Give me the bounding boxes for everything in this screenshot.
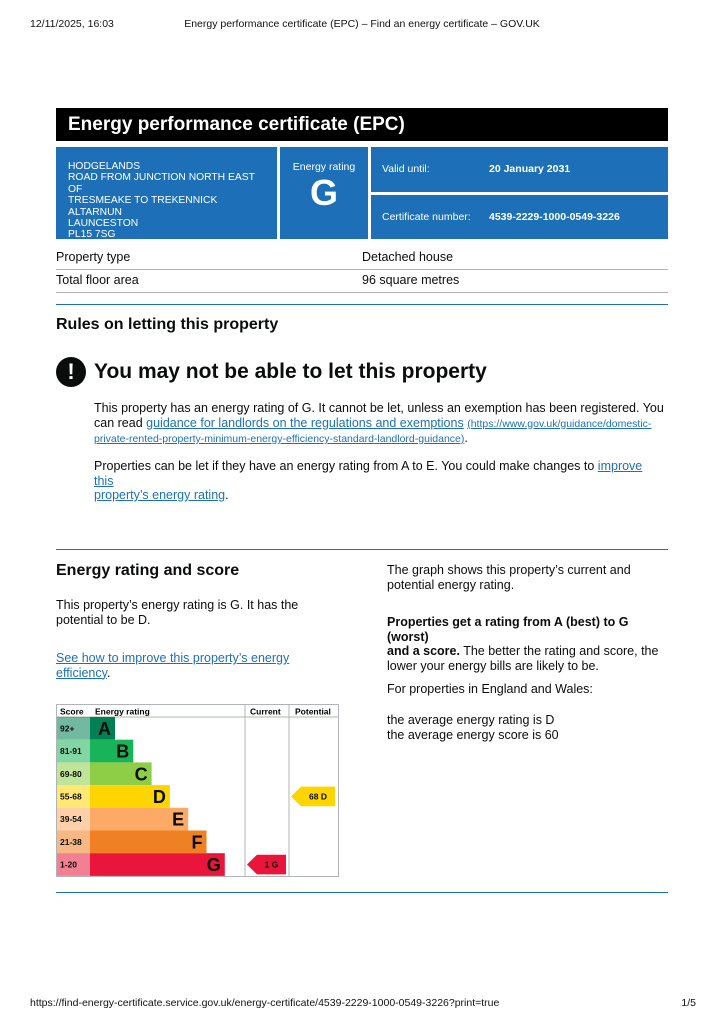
address-line: ALTARNUN	[68, 206, 122, 218]
chart-bar-letter: A	[98, 718, 111, 739]
energy-rating-letter: G	[309, 172, 338, 213]
chart-score-label: 21-38	[60, 836, 82, 847]
chart-bar-f	[90, 831, 207, 854]
landlord-guidance-url[interactable]: (https://www.gov.uk/guidance/domestic-	[467, 417, 652, 430]
chart-score-label: 39-54	[60, 814, 82, 825]
energy-summary-line: This property’s energy rating is G. It has the	[56, 598, 299, 612]
energy-rating-chart-svg	[57, 705, 338, 876]
improve-rating-link[interactable]: improve this	[94, 459, 643, 488]
chart-bar-letter: B	[116, 741, 130, 762]
energy-summary	[56, 598, 356, 627]
property-label: Property type	[56, 250, 131, 264]
valid-until-label: Valid until:	[382, 163, 430, 175]
rules-text: .	[225, 488, 229, 502]
energy-graph-explanation	[387, 563, 672, 592]
rating-scale-explanation	[387, 615, 672, 673]
chart-bar-g	[90, 853, 225, 876]
certificate-title: Energy performance certificate (EPC)	[56, 108, 668, 141]
explanation-line: The graph shows this property’s current and	[387, 563, 631, 577]
valid-until-value: 20 January 2031	[489, 163, 571, 175]
chart-bar-letter: F	[191, 832, 203, 853]
energy-heading: Energy rating and score	[56, 562, 240, 579]
chart-score-label: 81-91	[60, 746, 82, 757]
explanation-bold: and a score.	[387, 644, 460, 658]
explanation-bold: Properties get a rating from A (best) to G (worst)	[387, 615, 629, 644]
certificate-number-value: 4539-2229-1000-0549-3226	[489, 211, 620, 223]
energy-rating-chart	[56, 704, 339, 877]
chart-bar-letter: C	[134, 764, 148, 785]
warning-title: You may not be able to let this property	[94, 360, 487, 383]
average-score: the average energy score is 60	[387, 727, 559, 742]
energy-text: .	[106, 665, 111, 680]
address-line: PL15 7SG	[68, 229, 116, 241]
print-datetime: 12/11/2025, 16:03	[30, 18, 114, 30]
rules-text: Properties can be let if they have an energy rating from A to E. You could make changes to	[94, 459, 595, 473]
rules-paragraph-2	[94, 459, 664, 503]
chart-bar-letter: E	[172, 809, 185, 830]
warning-icon: !	[56, 357, 86, 387]
landlord-guidance-link[interactable]: guidance for landlords on the regulations and exemptions	[146, 415, 464, 430]
chart-header-score: Score	[60, 706, 84, 717]
print-url: https://find-energy-certificate.service.gov.uk/energy-certificate/4539-2229-1000-0549-3226?print=true	[30, 997, 500, 1009]
property-value: 96 square metres	[362, 273, 460, 287]
improve-efficiency-link[interactable]: See how to improve this property’s energy	[56, 651, 290, 665]
chart-score-label: 55-68	[60, 791, 82, 802]
energy-rating-box	[280, 147, 368, 239]
chart-header-rating: Energy rating	[95, 706, 150, 717]
valid-until-box	[371, 147, 668, 192]
rules-heading: Rules on letting this property	[56, 316, 279, 333]
section-divider	[56, 304, 668, 305]
chart-current-label: 1 G	[264, 859, 279, 870]
chart-bar-letter: D	[152, 786, 166, 807]
chart-score-label: 1-20	[60, 859, 78, 870]
improve-efficiency-paragraph	[56, 651, 356, 680]
section-divider	[56, 549, 668, 550]
england-wales-note: For properties in England and Wales:	[387, 682, 593, 696]
chart-header-current: Current	[250, 706, 281, 717]
improve-rating-link[interactable]: property’s energy rating	[94, 488, 226, 502]
rules-text: .	[464, 431, 468, 445]
address-block	[56, 147, 277, 239]
improve-efficiency-link[interactable]: efficiency	[56, 665, 107, 680]
address-line: TRESMEAKE TO TREKENNICK	[68, 195, 218, 207]
section-divider	[56, 892, 668, 893]
address-line: HODGELANDS	[68, 161, 141, 172]
property-row	[56, 247, 668, 270]
address-line: LAUNCESTON	[68, 218, 139, 230]
rules-text: This property has an energy rating of G. It cannot be let, unless an exemption has been registered. You can read	[94, 401, 664, 430]
address-line: ROAD FROM JUNCTION NORTH EAST OF	[68, 172, 255, 195]
print-page-number: 1/5	[681, 997, 696, 1009]
energy-rating-label: Energy rating	[292, 161, 356, 173]
print-title: Energy performance certificate (EPC) – Find an energy certificate – GOV.UK	[184, 18, 540, 30]
explanation-line: The better the rating and score, the	[459, 644, 659, 658]
chart-header-potential: Potential	[295, 706, 331, 717]
average-rating: the average energy rating is D	[387, 713, 555, 727]
average-values	[387, 713, 672, 742]
chart-score-label: 69-80	[60, 768, 82, 779]
certificate-number-label: Certificate number:	[382, 211, 471, 223]
property-row	[56, 270, 668, 293]
explanation-line: potential energy rating.	[387, 577, 515, 592]
chart-potential-label: 68 D	[309, 791, 327, 802]
energy-summary-line: potential to be D.	[56, 612, 151, 627]
landlord-guidance-url[interactable]: private-rented-property-minimum-energy-efficiency-standard-landlord-guidance)	[94, 433, 465, 445]
property-value: Detached house	[362, 250, 454, 264]
chart-bar-letter: G	[206, 855, 221, 876]
chart-score-label: 92+	[60, 723, 75, 734]
certificate-number-box	[371, 195, 668, 239]
property-label: Total floor area	[56, 273, 139, 287]
explanation-line: lower your energy bills are likely to be.	[387, 658, 599, 673]
rules-paragraph-1	[94, 401, 664, 447]
